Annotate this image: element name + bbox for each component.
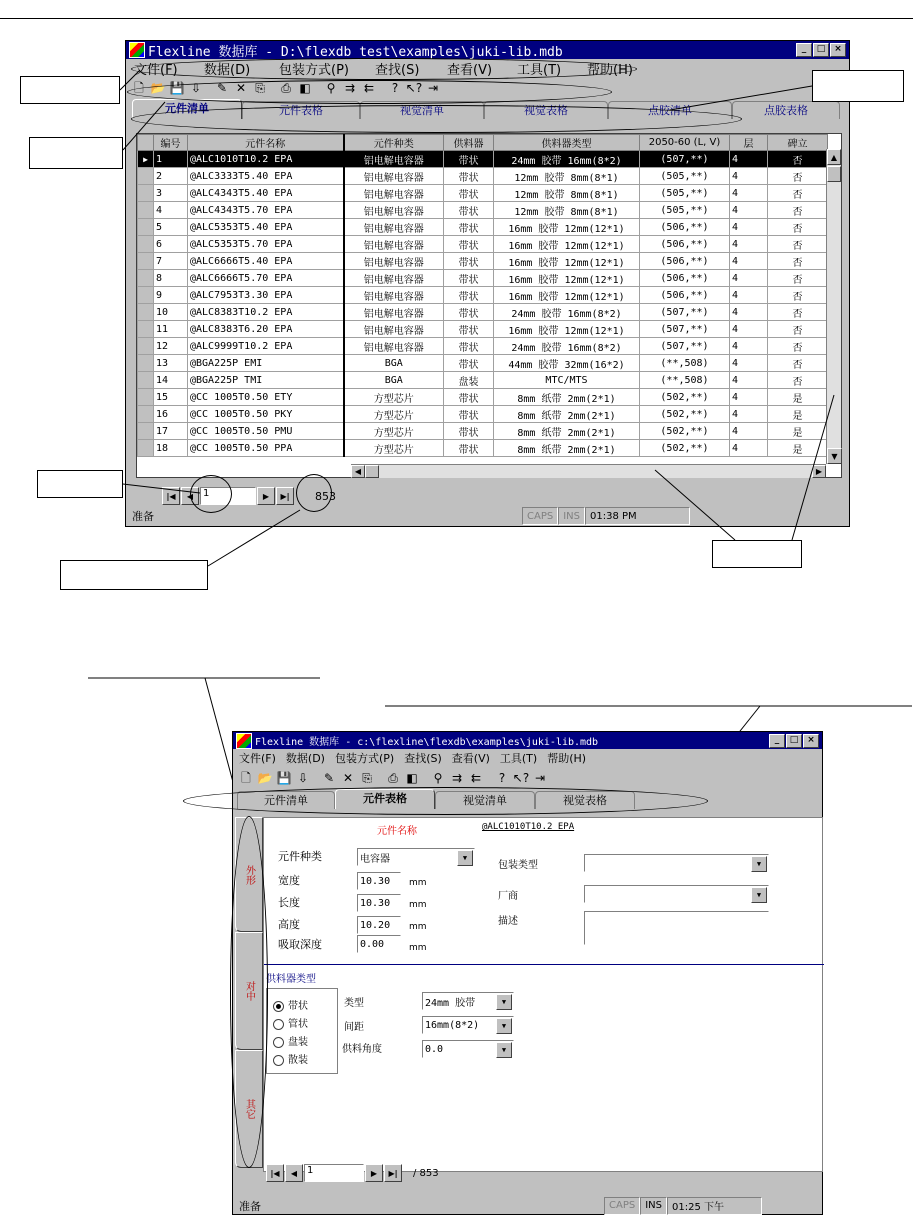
maximize-icon[interactable]: □ — [786, 734, 802, 748]
menu-file[interactable]: 文件(F) — [134, 62, 178, 78]
cell-name[interactable]: @BGA225P EMI — [188, 355, 344, 372]
feeder-radio-group — [266, 988, 338, 1074]
radio-dot[interactable] — [273, 1055, 284, 1066]
cell-2050[interactable]: (505,**) — [640, 202, 730, 219]
cell-2050[interactable]: (502,**) — [640, 440, 730, 457]
cell-name[interactable]: @ALC6666T5.70 EPA — [188, 270, 344, 287]
tab-dispense-table[interactable]: 点胶表格 — [732, 101, 840, 119]
component-name-label: 元件名称 — [377, 826, 417, 837]
menu-bar — [233, 749, 822, 767]
header-upright[interactable]: 碑立 — [768, 135, 828, 151]
cell-feeder[interactable]: 带状 — [444, 423, 494, 440]
scroll-down-icon[interactable]: ▼ — [827, 448, 842, 464]
highlight-side-tabs-ellipse — [230, 816, 268, 1168]
cell-number[interactable]: 17 — [154, 423, 188, 440]
cell-name[interactable]: @CC 1005T0.50 PMU — [188, 423, 344, 440]
cell-kind[interactable]: 铝电解电容器 — [344, 236, 444, 253]
radio-tape[interactable]: 带状 — [273, 997, 337, 1015]
cell-layer[interactable]: 4 — [730, 151, 768, 168]
cell-upright[interactable]: 否 — [768, 185, 828, 202]
status-caps: CAPS — [522, 507, 558, 525]
cell-2050[interactable]: (502,**) — [640, 389, 730, 406]
cell-layer[interactable]: 4 — [730, 253, 768, 270]
radio-dot[interactable] — [273, 1001, 284, 1012]
feeder-type-section-label: 供料器类型 — [266, 974, 316, 985]
new-icon[interactable]: 🗋 — [241, 771, 251, 785]
next-record-icon[interactable]: ▶ — [365, 1164, 383, 1182]
scroll-up-icon[interactable]: ▲ — [827, 149, 841, 165]
cell-feeder-type[interactable]: 12mm 胶带 8mm(8*1) — [494, 185, 640, 202]
print-icon[interactable]: ⎙ — [281, 81, 291, 95]
cell-feeder[interactable]: 带状 — [444, 236, 494, 253]
title-bar — [233, 732, 822, 749]
cell-number[interactable]: 4 — [154, 202, 188, 219]
cell-feeder[interactable]: 带状 — [444, 202, 494, 219]
cell-name[interactable]: @ALC5353T5.40 EPA — [188, 219, 344, 236]
edit-icon[interactable]: ✎ — [323, 771, 335, 785]
cell-kind[interactable]: 铝电解电容器 — [344, 321, 444, 338]
cell-name[interactable]: @CC 1005T0.50 PPA — [188, 440, 344, 457]
package-type-select[interactable] — [584, 854, 769, 872]
cell-feeder[interactable]: 带状 — [444, 355, 494, 372]
cell-number[interactable]: 5 — [154, 219, 188, 236]
app-icon — [236, 733, 252, 749]
open-icon[interactable]: 📂 — [257, 771, 273, 785]
length-field[interactable]: 10.30 — [357, 894, 401, 912]
cell-feeder-type[interactable]: 16mm 胶带 12mm(12*1) — [494, 219, 640, 236]
header-layer[interactable]: 层 — [730, 135, 768, 151]
radio-dot[interactable] — [273, 1019, 284, 1030]
cell-feeder-type[interactable]: 24mm 胶带 16mm(8*2) — [494, 304, 640, 321]
help-icon[interactable]: ? — [391, 81, 399, 95]
cell-upright[interactable]: 否 — [768, 236, 828, 253]
cell-kind[interactable]: 铝电解电容器 — [344, 168, 444, 185]
cell-upright[interactable]: 是 — [768, 389, 828, 406]
cell-2050[interactable]: (506,**) — [640, 236, 730, 253]
cell-feeder-type[interactable]: 44mm 胶带 32mm(16*2) — [494, 355, 640, 372]
cell-layer[interactable]: 4 — [730, 440, 768, 457]
header-2050[interactable]: 2050-60 (L, V) — [640, 135, 730, 151]
cell-number[interactable]: 3 — [154, 185, 188, 202]
length-label: 长度 — [278, 896, 300, 909]
feeder-type-label: 类型 — [344, 998, 364, 1009]
menu-view[interactable]: 查看(V) — [451, 752, 490, 765]
cell-feeder[interactable]: 带状 — [444, 185, 494, 202]
delete-icon[interactable]: ✕ — [235, 81, 247, 95]
cell-feeder-type[interactable]: 16mm 胶带 12mm(12*1) — [494, 270, 640, 287]
kind-label: 元件种类 — [278, 850, 322, 863]
package-type-label: 包装类型 — [498, 860, 538, 871]
cell-feeder-type[interactable]: 12mm 胶带 8mm(8*1) — [494, 168, 640, 185]
cell-kind[interactable]: 方型芯片 — [344, 423, 444, 440]
cell-layer[interactable]: 4 — [730, 168, 768, 185]
cell-kind[interactable]: 铝电解电容器 — [344, 253, 444, 270]
cell-number[interactable]: 14 — [154, 372, 188, 389]
cell-feeder[interactable]: 带状 — [444, 151, 494, 168]
cell-feeder[interactable]: 带状 — [444, 304, 494, 321]
minimize-icon[interactable]: _ — [796, 43, 812, 57]
tab-component-list[interactable]: 元件清单 — [237, 791, 335, 809]
last-record-icon[interactable]: ▶| — [384, 1164, 402, 1182]
cell-upright[interactable]: 否 — [768, 372, 828, 389]
cell-kind[interactable]: 铝电解电容器 — [344, 185, 444, 202]
side-tab-other[interactable]: 其它 — [235, 1050, 263, 1168]
cell-number[interactable]: 9 — [154, 287, 188, 304]
cell-number[interactable]: 2 — [154, 168, 188, 185]
tab-vision-table[interactable]: 视觉表格 — [484, 101, 608, 119]
cell-2050[interactable]: (507,**) — [640, 321, 730, 338]
import-icon[interactable]: ⇩ — [190, 81, 202, 95]
record-navigator — [266, 1164, 439, 1182]
cell-2050[interactable]: (502,**) — [640, 406, 730, 423]
toolbar — [233, 767, 822, 789]
cell-kind[interactable]: 方型芯片 — [344, 406, 444, 423]
cell-upright[interactable]: 是 — [768, 440, 828, 457]
cell-feeder[interactable]: 带状 — [444, 287, 494, 304]
copy-icon[interactable]: ⎘ — [362, 771, 372, 785]
cell-kind[interactable]: 铝电解电容器 — [344, 304, 444, 321]
header-kind[interactable]: 元件种类 — [344, 135, 444, 151]
menu-data[interactable]: 数据(D) — [285, 752, 325, 765]
cell-name[interactable]: @ALC1010T10.2 EPA — [188, 151, 344, 168]
cell-2050[interactable]: (502,**) — [640, 423, 730, 440]
height-unit: mm — [409, 922, 427, 932]
cell-name[interactable]: @ALC8383T10.2 EPA — [188, 304, 344, 321]
cell-feeder-type[interactable]: 16mm 胶带 12mm(12*1) — [494, 321, 640, 338]
status-ready: 准备 — [132, 510, 154, 523]
cell-2050[interactable]: (**,508) — [640, 372, 730, 389]
length-unit: mm — [409, 900, 427, 910]
record-total: 853 — [315, 489, 336, 503]
cell-feeder-type[interactable]: 8mm 纸带 2mm(2*1) — [494, 389, 640, 406]
radio-dot[interactable] — [273, 1037, 284, 1048]
cell-upright[interactable]: 是 — [768, 423, 828, 440]
section-divider — [264, 964, 824, 965]
tab-component-table[interactable]: 元件表格 — [335, 789, 435, 809]
cell-feeder-type[interactable]: 16mm 胶带 12mm(12*1) — [494, 253, 640, 270]
tab-dispense-list[interactable]: 点胶清单 — [608, 101, 732, 119]
cell-feeder[interactable]: 带状 — [444, 406, 494, 423]
cell-layer[interactable]: 4 — [730, 338, 768, 355]
cell-kind[interactable]: 铝电解电容器 — [344, 270, 444, 287]
cell-layer[interactable]: 4 — [730, 304, 768, 321]
cell-feeder[interactable]: 盘装 — [444, 372, 494, 389]
exit-icon[interactable]: ⇥ — [534, 771, 546, 785]
component-name-value: @ALC1010T10.2 EPA — [482, 822, 575, 832]
header-feeder-type[interactable]: 供料器类型 — [494, 135, 640, 151]
tab-vision-list[interactable]: 视觉清单 — [435, 791, 535, 809]
cell-layer[interactable]: 4 — [730, 236, 768, 253]
help-icon[interactable]: ? — [498, 771, 506, 785]
feed-angle-select[interactable]: 0.0 ▼ — [422, 1040, 514, 1058]
menu-package[interactable]: 包装方式(P) — [279, 62, 349, 78]
feed-angle-label: 供料角度 — [342, 1044, 382, 1055]
cell-layer[interactable]: 4 — [730, 185, 768, 202]
window-title: Flexline 数据库 - c:\flexline\flexdb\examples\juki-lib.mdb — [255, 737, 599, 748]
width-unit: mm — [409, 878, 427, 888]
cell-upright[interactable]: 否 — [768, 202, 828, 219]
header-name[interactable]: 元件名称 — [188, 135, 344, 151]
cell-feeder[interactable]: 带状 — [444, 389, 494, 406]
cell-name[interactable]: @ALC4343T5.70 EPA — [188, 202, 344, 219]
description-label: 描述 — [498, 916, 518, 927]
chevron-down-icon[interactable]: ▼ — [496, 1042, 512, 1058]
window-title: Flexline 数据库 - D:\flexdb_test\examples\juki-lib.mdb — [148, 44, 563, 60]
cell-upright[interactable]: 否 — [768, 321, 828, 338]
import-icon[interactable]: ⇩ — [297, 771, 309, 785]
chevron-down-icon[interactable]: ▼ — [496, 994, 512, 1010]
save-icon[interactable]: 💾 — [169, 81, 185, 95]
pick-depth-unit: mm — [409, 943, 427, 953]
menu-find[interactable]: 查找(S) — [404, 752, 442, 765]
cell-2050[interactable]: (506,**) — [640, 287, 730, 304]
cell-feeder-type[interactable]: 8mm 纸带 2mm(2*1) — [494, 406, 640, 423]
find-prev-icon[interactable]: ⇇ — [363, 81, 375, 95]
cell-number[interactable]: 6 — [154, 236, 188, 253]
tab-vision-list[interactable]: 视觉清单 — [360, 101, 484, 119]
cell-2050[interactable]: (507,**) — [640, 338, 730, 355]
feeder-type-select[interactable]: 24mm 胶带 ▼ — [422, 992, 514, 1010]
status-time: 01:38 PM — [585, 507, 690, 525]
find-next-icon[interactable]: ⇉ — [451, 771, 463, 785]
minimize-icon[interactable]: _ — [769, 734, 785, 748]
menu-help[interactable]: 帮助(H) — [547, 752, 587, 765]
cell-number[interactable]: 1 — [154, 151, 188, 168]
close-icon[interactable]: × — [830, 43, 846, 57]
cell-name[interactable]: @ALC9999T10.2 EPA — [188, 338, 344, 355]
open-icon[interactable]: 📂 — [150, 81, 166, 95]
first-record-icon[interactable]: |◀ — [162, 487, 180, 505]
cell-feeder-type[interactable]: 16mm 胶带 12mm(12*1) — [494, 236, 640, 253]
record-number-input[interactable]: 1 — [304, 1164, 364, 1182]
width-field[interactable]: 10.30 — [357, 872, 401, 890]
cell-number[interactable]: 7 — [154, 253, 188, 270]
cell-feeder[interactable]: 带状 — [444, 338, 494, 355]
description-textarea[interactable] — [584, 911, 769, 945]
cell-layer[interactable]: 4 — [730, 287, 768, 304]
cell-2050[interactable]: (507,**) — [640, 151, 730, 168]
menu-tools[interactable]: 工具(T) — [499, 752, 538, 765]
cell-feeder-type[interactable]: 16mm 胶带 12mm(12*1) — [494, 287, 640, 304]
edit-icon[interactable]: ✎ — [216, 81, 228, 95]
status-bar — [235, 1197, 820, 1214]
first-record-icon[interactable]: |◀ — [266, 1164, 284, 1182]
menu-view[interactable]: 查看(V) — [447, 62, 493, 78]
cell-upright[interactable]: 否 — [768, 338, 828, 355]
status-ready: 准备 — [239, 1199, 261, 1213]
cell-number[interactable]: 13 — [154, 355, 188, 372]
current-row-indicator-icon[interactable]: ▶ — [138, 151, 154, 168]
cell-number[interactable]: 18 — [154, 440, 188, 457]
height-field[interactable]: 10.20 — [357, 916, 401, 934]
cell-kind[interactable]: 方型芯片 — [344, 440, 444, 457]
cell-2050[interactable]: (506,**) — [640, 219, 730, 236]
kind-select[interactable]: 电容器 ▼ — [357, 848, 475, 866]
cell-upright[interactable]: 否 — [768, 287, 828, 304]
cell-layer[interactable]: 4 — [730, 202, 768, 219]
cell-upright[interactable]: 否 — [768, 219, 828, 236]
vendor-select[interactable] — [584, 885, 769, 903]
cell-feeder[interactable]: 带状 — [444, 321, 494, 338]
record-number-input[interactable]: 1 — [200, 487, 256, 505]
chevron-down-icon[interactable]: ▼ — [751, 856, 767, 872]
cell-upright[interactable]: 否 — [768, 253, 828, 270]
cell-name[interactable]: @ALC6666T5.40 EPA — [188, 253, 344, 270]
cell-feeder-type[interactable]: 24mm 胶带 16mm(8*2) — [494, 151, 640, 168]
radio-tray[interactable]: 盘装 — [273, 1033, 337, 1051]
radio-bulk[interactable]: 散装 — [273, 1051, 337, 1069]
tab-vision-table[interactable]: 视觉表格 — [535, 791, 635, 809]
menu-find[interactable]: 查找(S) — [375, 62, 420, 78]
cell-feeder-type[interactable]: 24mm 胶带 16mm(8*2) — [494, 338, 640, 355]
cell-layer[interactable]: 4 — [730, 321, 768, 338]
cell-name[interactable]: @BGA225P TMI — [188, 372, 344, 389]
cell-kind[interactable]: 方型芯片 — [344, 389, 444, 406]
last-record-icon[interactable]: ▶| — [276, 487, 294, 505]
cell-name[interactable]: @ALC3333T5.40 EPA — [188, 168, 344, 185]
cell-upright[interactable]: 否 — [768, 168, 828, 185]
status-time: 01:25 下午 — [667, 1197, 762, 1215]
cell-upright[interactable]: 否 — [768, 151, 828, 168]
side-tab-shape[interactable]: 外形 — [235, 817, 263, 932]
scroll-right-icon[interactable]: ▶ — [812, 465, 826, 478]
chevron-down-icon[interactable]: ▼ — [751, 887, 767, 903]
cell-feeder-type[interactable]: 8mm 纸带 2mm(2*1) — [494, 423, 640, 440]
context-help-icon[interactable]: ↖? — [405, 81, 423, 95]
cell-kind[interactable]: 铝电解电容器 — [344, 338, 444, 355]
cell-feeder[interactable]: 带状 — [444, 219, 494, 236]
height-label: 高度 — [278, 918, 300, 931]
find-icon[interactable]: ⚲ — [326, 81, 336, 95]
cell-2050[interactable]: (505,**) — [640, 168, 730, 185]
cell-kind[interactable]: 铝电解电容器 — [344, 202, 444, 219]
cell-layer[interactable]: 4 — [730, 219, 768, 236]
cell-name[interactable]: @ALC5353T5.70 EPA — [188, 236, 344, 253]
side-tab-centering[interactable]: 对中 — [235, 932, 263, 1050]
find-prev-icon[interactable]: ⇇ — [470, 771, 482, 785]
cell-kind[interactable]: 铝电解电容器 — [344, 287, 444, 304]
cell-number[interactable]: 10 — [154, 304, 188, 321]
status-caps: CAPS — [604, 1197, 640, 1215]
cell-layer[interactable]: 4 — [730, 355, 768, 372]
cell-number[interactable]: 11 — [154, 321, 188, 338]
delete-icon[interactable]: ✕ — [342, 771, 354, 785]
record-total: / 853 — [413, 1167, 439, 1179]
form-panel — [263, 817, 823, 1172]
cell-2050[interactable]: (506,**) — [640, 253, 730, 270]
exit-icon[interactable]: ⇥ — [427, 81, 439, 95]
cell-upright[interactable]: 否 — [768, 355, 828, 372]
cell-layer[interactable]: 4 — [730, 406, 768, 423]
tab-component-list[interactable]: 元件清单 — [132, 99, 242, 119]
pitch-label: 间距 — [344, 1022, 364, 1033]
save-icon[interactable]: 💾 — [276, 771, 292, 785]
cell-layer[interactable]: 4 — [730, 389, 768, 406]
cell-name[interactable]: @ALC7953T3.30 EPA — [188, 287, 344, 304]
pick-depth-field[interactable]: 0.00 — [357, 935, 401, 953]
pick-depth-label: 吸取深度 — [278, 938, 322, 951]
menu-package[interactable]: 包装方式(P) — [334, 752, 395, 765]
context-help-icon[interactable]: ↖? — [512, 771, 530, 785]
radio-tube[interactable]: 管状 — [273, 1015, 337, 1033]
status-ins: INS — [558, 507, 585, 525]
close-icon[interactable]: × — [803, 734, 819, 748]
cell-2050[interactable]: (505,**) — [640, 185, 730, 202]
copy-icon[interactable]: ⎘ — [255, 81, 265, 95]
width-label: 宽度 — [278, 874, 300, 887]
cell-feeder[interactable]: 带状 — [444, 168, 494, 185]
maximize-icon[interactable]: □ — [813, 43, 829, 57]
chevron-down-icon[interactable]: ▼ — [496, 1018, 512, 1034]
cell-layer[interactable]: 4 — [730, 423, 768, 440]
prev-record-icon[interactable]: ◀ — [181, 487, 199, 505]
component-icon[interactable]: ◧ — [406, 771, 418, 785]
cell-2050[interactable]: (**,508) — [640, 355, 730, 372]
tab-component-table[interactable]: 元件表格 — [242, 101, 360, 119]
prev-record-icon[interactable]: ◀ — [285, 1164, 303, 1182]
vendor-label: 厂商 — [498, 891, 518, 902]
cell-kind[interactable]: BGA — [344, 372, 444, 389]
menu-data[interactable]: 数据(D) — [204, 62, 251, 78]
component-icon[interactable]: ◧ — [299, 81, 311, 95]
cell-name[interactable]: @CC 1005T0.50 PKY — [188, 406, 344, 423]
cell-layer[interactable]: 4 — [730, 372, 768, 389]
print-icon[interactable]: ⎙ — [388, 771, 398, 785]
header-number[interactable]: 编号 — [154, 135, 188, 151]
cell-feeder-type[interactable]: 12mm 胶带 8mm(8*1) — [494, 202, 640, 219]
cell-number[interactable]: 15 — [154, 389, 188, 406]
cell-kind[interactable]: 铝电解电容器 — [344, 151, 444, 168]
cell-upright[interactable]: 是 — [768, 406, 828, 423]
cell-number[interactable]: 8 — [154, 270, 188, 287]
cell-2050[interactable]: (507,**) — [640, 304, 730, 321]
cell-upright[interactable]: 否 — [768, 304, 828, 321]
cell-layer[interactable]: 4 — [730, 270, 768, 287]
cell-feeder[interactable]: 带状 — [444, 270, 494, 287]
menu-help[interactable]: 帮助(H) — [587, 62, 633, 78]
cell-feeder-type[interactable]: MTC/MTS — [494, 372, 640, 389]
cell-name[interactable]: @ALC8383T6.20 EPA — [188, 321, 344, 338]
menu-tools[interactable]: 工具(T) — [517, 62, 562, 78]
next-record-icon[interactable]: ▶ — [257, 487, 275, 505]
cell-kind[interactable]: BGA — [344, 355, 444, 372]
cell-feeder[interactable]: 带状 — [444, 440, 494, 457]
cell-number[interactable]: 12 — [154, 338, 188, 355]
header-feeder[interactable]: 供料器 — [444, 135, 494, 151]
cell-name[interactable]: @CC 1005T0.50 ETY — [188, 389, 344, 406]
cell-2050[interactable]: (506,**) — [640, 270, 730, 287]
new-icon[interactable]: 🗋 — [134, 81, 144, 95]
highlight-tabs-ellipse — [183, 787, 708, 815]
pitch-select[interactable]: 16mm(8*2) ▼ — [422, 1016, 514, 1034]
menu-file[interactable]: 文件(F) — [239, 752, 276, 765]
find-icon[interactable]: ⚲ — [433, 771, 443, 785]
cell-kind[interactable]: 铝电解电容器 — [344, 219, 444, 236]
cell-upright[interactable]: 否 — [768, 270, 828, 287]
cell-feeder[interactable]: 带状 — [444, 253, 494, 270]
chevron-down-icon[interactable]: ▼ — [457, 850, 473, 866]
scroll-left-icon[interactable]: ◀ — [351, 465, 365, 478]
cell-feeder-type[interactable]: 8mm 纸带 2mm(2*1) — [494, 440, 640, 457]
status-ins: INS — [640, 1197, 667, 1215]
cell-number[interactable]: 16 — [154, 406, 188, 423]
cell-name[interactable]: @ALC4343T5.40 EPA — [188, 185, 344, 202]
find-next-icon[interactable]: ⇉ — [344, 81, 356, 95]
